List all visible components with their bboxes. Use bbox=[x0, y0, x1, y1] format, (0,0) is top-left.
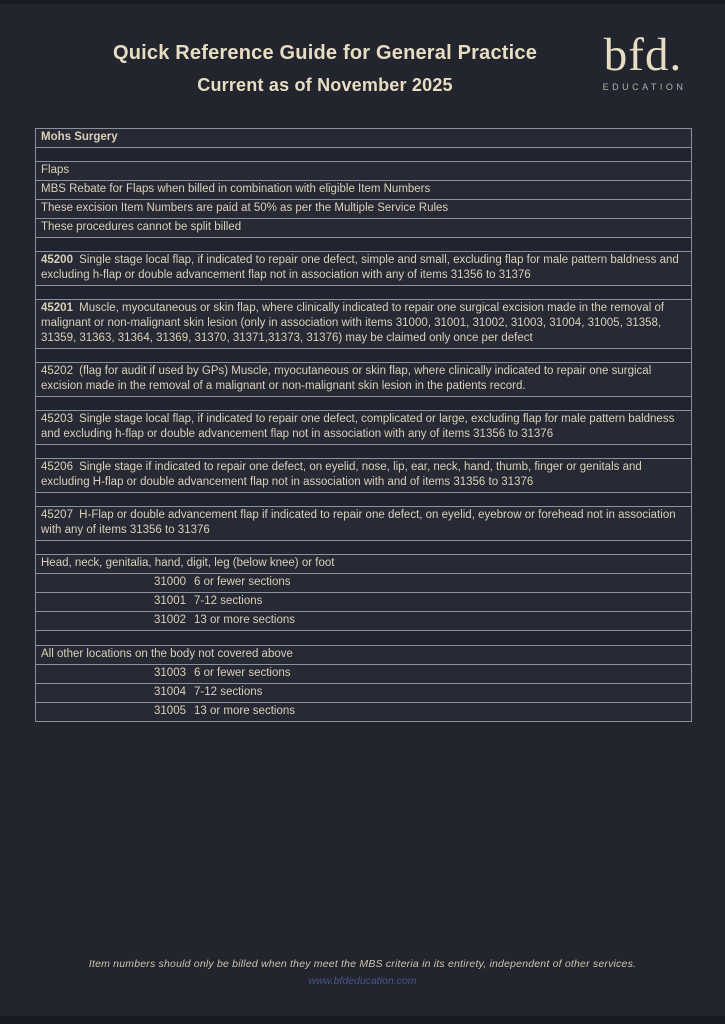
table-spacer-row bbox=[36, 148, 691, 162]
item-code: 45207 bbox=[41, 509, 73, 521]
page-bottom-edge bbox=[0, 1016, 725, 1024]
row-text: MBS Rebate for Flaps when billed in combination with eligible Item Numbers bbox=[41, 183, 431, 195]
section-title: Mohs Surgery bbox=[41, 131, 118, 143]
row-text: All other locations on the body not covered above bbox=[41, 648, 293, 660]
footer-website-link[interactable]: www.bfdeducation.com bbox=[308, 975, 417, 987]
table-row bbox=[36, 612, 691, 631]
item-code: 45202 bbox=[41, 365, 73, 377]
table-spacer-row bbox=[36, 397, 691, 411]
page-title bbox=[0, 42, 650, 96]
title-line-2: Current as of November 2025 bbox=[197, 75, 453, 95]
table-row bbox=[36, 363, 691, 397]
item-description: Single stage if indicated to repair one defect, on eyelid, nose, lip, ear, neck, hand, thumb, finger or genitals and excluding H-flap or double advancement flap not in association with and of items 31356 to 31376 bbox=[41, 461, 642, 488]
logo-subtext: EDUCATION bbox=[602, 82, 687, 92]
table-spacer-row bbox=[36, 631, 691, 646]
sections-description: 13 or more sections bbox=[194, 614, 295, 626]
sections-description: 13 or more sections bbox=[194, 705, 295, 717]
row-text: These excision Item Numbers are paid at 50% as per the Multiple Service Rules bbox=[41, 202, 449, 214]
item-code: 45201 bbox=[41, 302, 73, 314]
header bbox=[0, 0, 725, 125]
table-row bbox=[36, 593, 691, 612]
item-code: 45200 bbox=[41, 254, 73, 266]
item-code: 45206 bbox=[41, 461, 73, 473]
sections-description: 7-12 sections bbox=[194, 686, 263, 698]
item-description: Muscle, myocutaneous or skin flap, where clinically indicated to repair one surgical excision made in the removal of malignant or non-malignant skin lesion (only in association with items 31000, 31001, 31002, 31003, 31004, 31005, 31358, 31359, 31363, 31364, 31369, 31370, 31371,31373, 31376) may be claimed only once per defect bbox=[41, 302, 665, 344]
table-row bbox=[36, 162, 691, 181]
footer-disclaimer: Item numbers should only be billed when they meet the MBS criteria in its entirety, independent of other services. bbox=[88, 958, 637, 970]
table-row bbox=[36, 555, 691, 574]
item-number: 31004 bbox=[154, 686, 186, 698]
table-spacer-row bbox=[36, 541, 691, 555]
item-number: 31002 bbox=[154, 614, 186, 626]
table-row bbox=[36, 703, 691, 721]
table-row bbox=[36, 684, 691, 703]
table-row bbox=[36, 252, 691, 286]
item-description: (flag for audit if used by GPs) Muscle, myocutaneous or skin flap, where clinically indicated to repair one surgical excision made in the removal of a malignant or non-malignant skin lesion in the patients record. bbox=[41, 365, 652, 392]
sections-description: 7-12 sections bbox=[194, 595, 263, 607]
table-row bbox=[36, 129, 691, 148]
table-row bbox=[36, 646, 691, 665]
title-line-1: Quick Reference Guide for General Practice bbox=[112, 42, 538, 64]
item-number: 31000 bbox=[154, 576, 186, 588]
row-text: These procedures cannot be split billed bbox=[41, 221, 242, 233]
item-description: Single stage local flap, if indicated to repair one defect, simple and small, excluding flap for male pattern baldness and excluding h-flap or double advancement flap not in association with any of items 31356 to 31376 bbox=[41, 254, 679, 281]
footer bbox=[0, 958, 725, 989]
item-description: H-Flap or double advancement flap if indicated to repair one defect, on eyelid, eyebrow or forehead not in association with any of items 31356 to 31376 bbox=[41, 509, 676, 536]
table-row bbox=[36, 574, 691, 593]
sections-description: 6 or fewer sections bbox=[194, 667, 291, 679]
mohs-surgery-table bbox=[35, 128, 692, 722]
table-spacer-row bbox=[36, 286, 691, 300]
table-row bbox=[36, 200, 691, 219]
table-row bbox=[36, 181, 691, 200]
table-spacer-row bbox=[36, 349, 691, 363]
bfd-education-logo bbox=[593, 30, 693, 92]
table-spacer-row bbox=[36, 493, 691, 507]
table-row bbox=[36, 411, 691, 445]
table-row bbox=[36, 219, 691, 238]
item-code: 45203 bbox=[41, 413, 73, 425]
item-number: 31003 bbox=[154, 667, 186, 679]
table-spacer-row bbox=[36, 445, 691, 459]
table-row bbox=[36, 300, 691, 349]
item-description: Single stage local flap, if indicated to repair one defect, complicated or large, excluding flap for male pattern baldness and excluding h-flap or double advancement flap not in association with any of items 31356 to 31376 bbox=[41, 413, 675, 440]
table-row bbox=[36, 507, 691, 541]
item-number: 31001 bbox=[154, 595, 186, 607]
row-text: Head, neck, genitalia, hand, digit, leg (below knee) or foot bbox=[41, 557, 335, 569]
sections-description: 6 or fewer sections bbox=[194, 576, 291, 588]
table-spacer-row bbox=[36, 238, 691, 252]
table-row bbox=[36, 665, 691, 684]
item-number: 31005 bbox=[154, 705, 186, 717]
logo-wordmark: bfd. bbox=[603, 29, 683, 81]
table-row bbox=[36, 459, 691, 493]
row-text: Flaps bbox=[41, 164, 70, 176]
